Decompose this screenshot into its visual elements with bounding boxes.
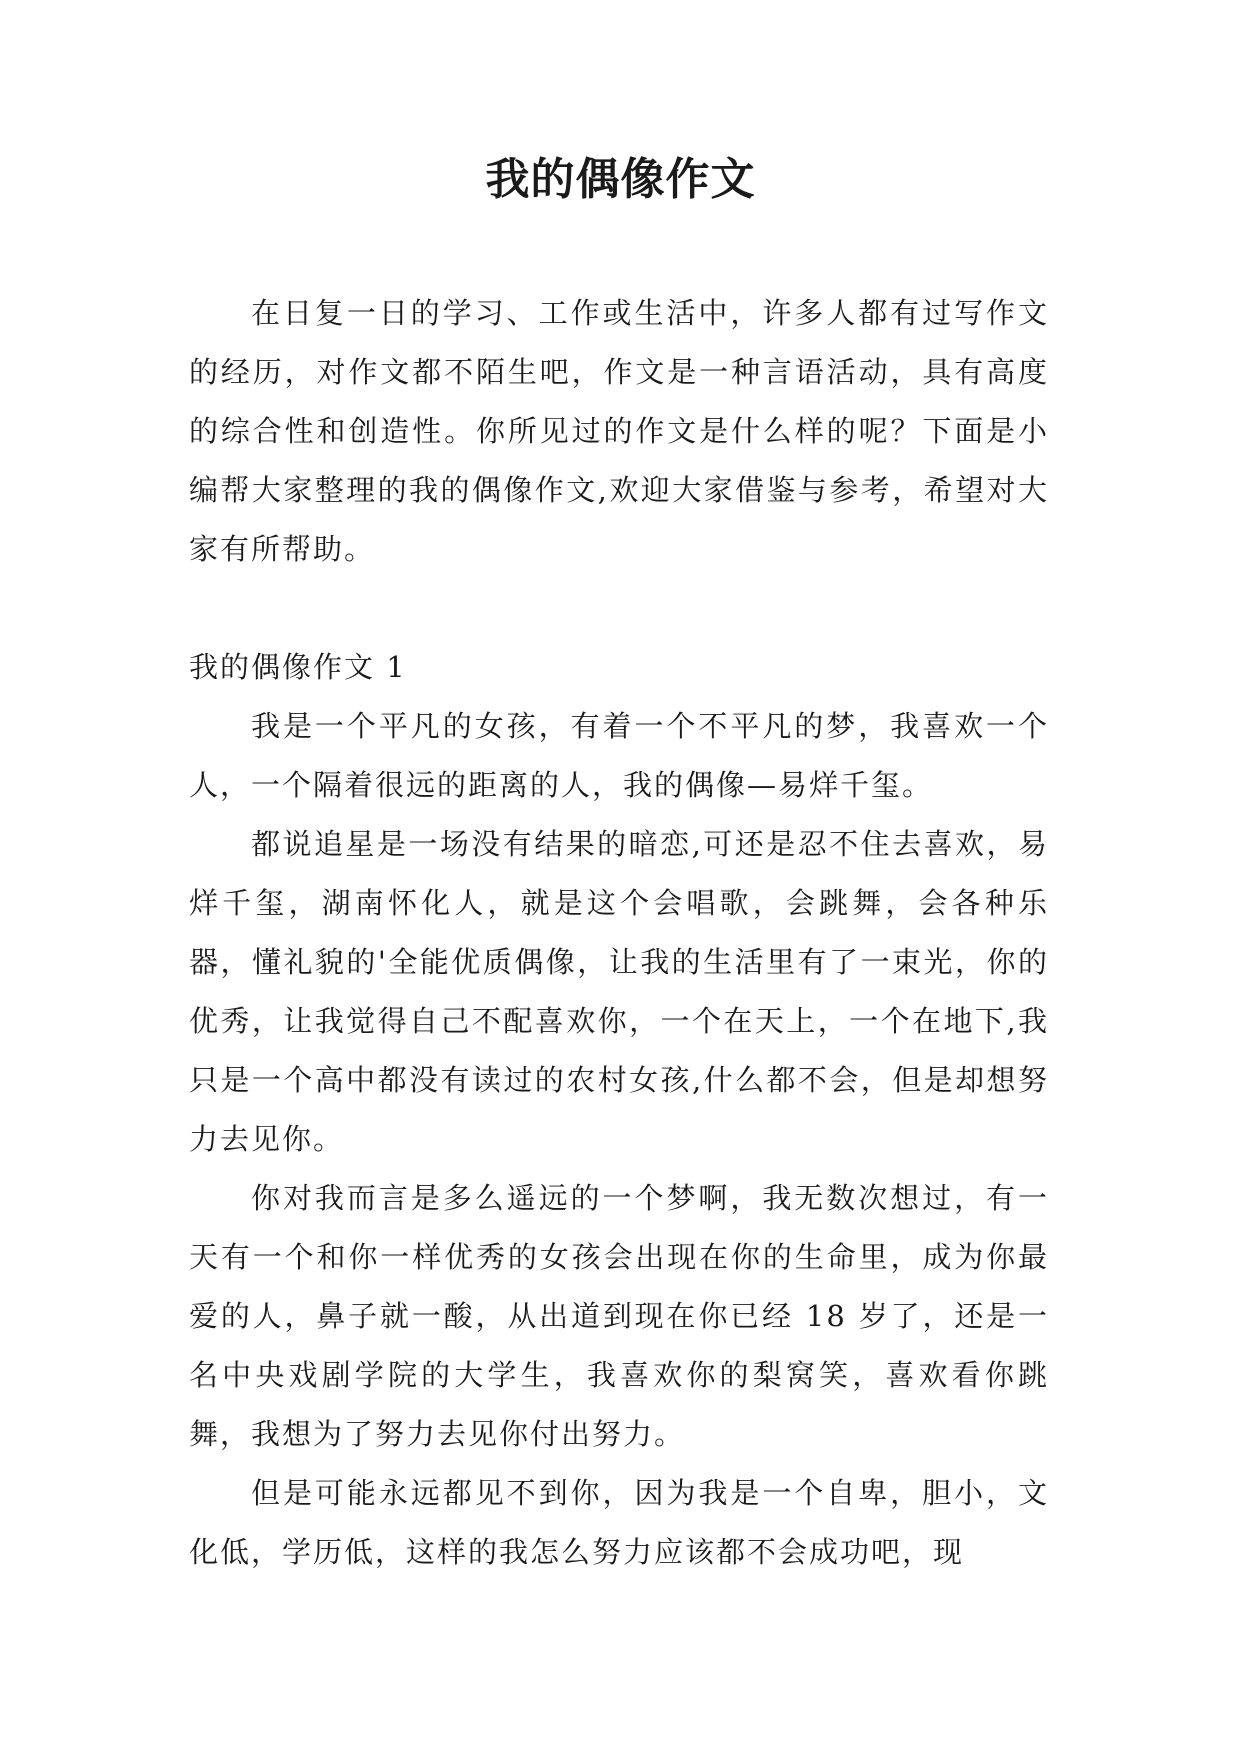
section-heading: 我的偶像作文 1 (189, 650, 407, 684)
body-paragraph: 你对我而言是多么遥远的一个梦啊，我无数次想过，有一天有一个和你一样优秀的女孩会出现在你的生命里，成为你最爱的人，鼻子就一酸，从出道到现在你已经 18 岁了，还是一名中央戏剧学院的大学生，我喜欢你的梨窝笑，喜欢看你跳舞，我想为了努力去见你付出努力。 (189, 1181, 1049, 1451)
body-paragraph: 但是可能永远都见不到你，因为我是一个自卑，胆小，文化低，学历低，这样的我怎么努力应该都不会成功吧，现 (189, 1476, 1049, 1569)
body-paragraph: 都说追星是一场没有结果的暗恋,可还是忍不住去喜欢，易烊千玺，湖南怀化人，就是这个会唱歌，会跳舞，会各种乐器，懂礼貌的'全能优质偶像，让我的生活里有了一束光，你的优秀，让我觉得自己不配喜欢你，一个在天上，一个在地下,我只是一个高中都没有读过的农村女孩,什么都不会，但是却想努力去见你。 (189, 827, 1049, 1156)
document-body (189, 284, 1049, 1582)
body-paragraph: 我是一个平凡的女孩，有着一个不平凡的梦，我喜欢一个人，一个隔着很远的距离的人，我的偶像—易烊千玺。 (189, 709, 1049, 802)
document-title: 我的偶像作文 (485, 154, 756, 205)
paragraph-spacer (189, 579, 1049, 638)
intro-paragraph: 在日复一日的学习、工作或生活中，许多人都有过写作文的经历，对作文都不陌生吧，作文是一种言语活动，具有高度的综合性和创造性。你所见过的作文是什么样的呢？下面是小编帮大家整理的我的偶像作文,欢迎大家借鉴与参考，希望对大家有所帮助。 (189, 296, 1049, 566)
